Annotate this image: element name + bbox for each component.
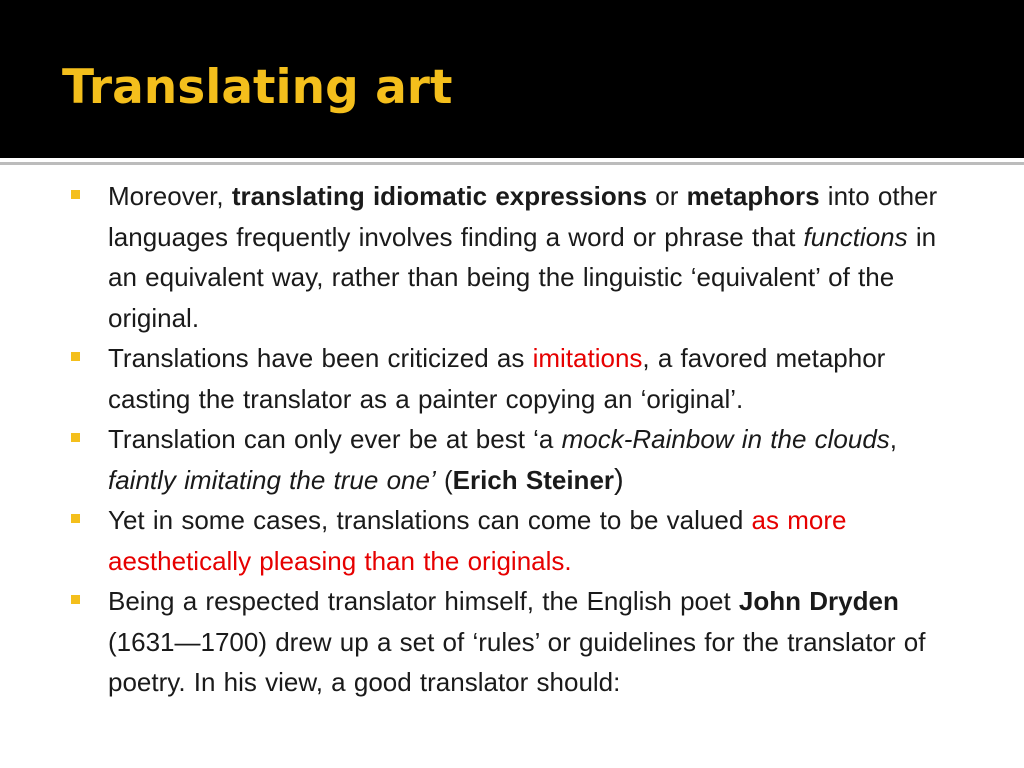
bullet-text: into other languages frequently involves finding a word or phrase that — [108, 181, 938, 252]
italic-phrase: mock-Rainbow in the clouds — [561, 424, 890, 454]
bullet-text: or — [647, 181, 687, 211]
bold-phrase: metaphors — [686, 181, 820, 211]
bullet-item — [70, 338, 970, 419]
bullet-item — [70, 176, 970, 338]
square-bullet-icon — [71, 352, 80, 361]
bullet-item — [70, 419, 970, 500]
author-name: Erich Steiner — [452, 464, 615, 495]
author-name: John Dryden — [738, 586, 899, 616]
bullet-text: ) — [614, 463, 624, 496]
title-divider — [0, 162, 1024, 165]
italic-phrase: functions — [803, 221, 908, 252]
bold-phrase: translating idiomatic expressions — [231, 181, 648, 211]
bullet-text: (1631—1700) drew up a set of ‘rules’ or guidelines for the translator of poetry. In his view, a good translator should: — [108, 626, 926, 697]
bullet-text: Translations have been criticized as — [108, 343, 533, 373]
bullet-text: Translation can only ever be at best ‘a — [108, 424, 562, 454]
highlighted-phrase: imitations — [532, 343, 643, 373]
italic-phrase: faintly imitating the true one’ — [108, 464, 436, 495]
bullet-text: Moreover, — [108, 181, 232, 211]
square-bullet-icon — [71, 190, 80, 199]
square-bullet-icon — [71, 514, 80, 523]
slide-title: Translating art — [62, 60, 453, 115]
bullet-text: Yet in some cases, translations can come to be valued — [108, 505, 752, 535]
square-bullet-icon — [71, 595, 80, 604]
bullet-list — [70, 176, 970, 703]
bullet-text: Being a respected translator himself, the English poet — [108, 586, 739, 616]
bullet-text: , a favored metaphor casting the translator as a painter copying an ‘original’. — [108, 343, 886, 414]
bullet-item — [70, 500, 970, 581]
bullet-text: in an equivalent way, rather than being the linguistic ‘equivalent’ of the original. — [108, 221, 937, 333]
bullet-text: ( — [435, 464, 453, 495]
square-bullet-icon — [71, 433, 80, 442]
bullet-item — [70, 581, 970, 703]
bullet-text: , — [889, 424, 898, 454]
highlighted-phrase: as more aesthetically pleasing than the originals. — [108, 505, 847, 576]
title-bar — [0, 0, 1024, 158]
